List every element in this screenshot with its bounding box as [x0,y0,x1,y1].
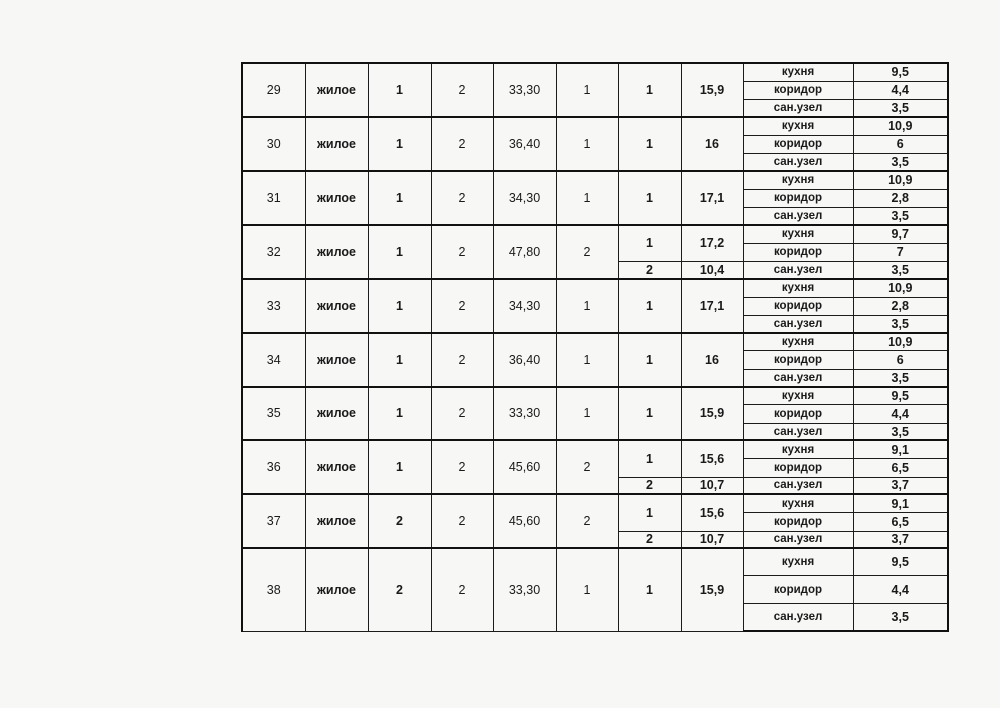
aux-room-name-cell: сан.узел [743,423,853,440]
apartment-type-cell: жилое [305,171,368,225]
aux-room-area-cell: 2,8 [853,189,948,207]
apartment-number-cell: 30 [242,117,305,171]
apartment-type-cell: жилое [305,225,368,279]
aux-room-area-cell: 2,8 [853,297,948,315]
rooms-count-cell: 1 [556,279,618,333]
aux-room-name-cell: сан.узел [743,315,853,332]
aux-room-area-cell: 3,5 [853,315,948,332]
total-area-cell: 47,80 [493,225,556,279]
apartments-table [241,62,949,632]
total-area-cell: 33,30 [493,548,556,631]
table-row [242,548,948,575]
table-row [242,387,948,405]
total-area-cell: 36,40 [493,333,556,387]
room-number-cell: 1 [618,225,681,262]
aux-room-area-cell: 9,1 [853,440,948,458]
room-number-cell: 1 [618,117,681,171]
table-row [242,333,948,351]
room-area-cell: 15,9 [681,387,743,441]
aux-room-area-cell: 9,5 [853,387,948,405]
aux-room-area-cell: 3,5 [853,154,948,171]
aux-room-area-cell: 6 [853,135,948,153]
column-4-cell: 2 [431,279,493,333]
apartment-number-cell: 38 [242,548,305,631]
aux-room-name-cell: коридор [743,576,853,603]
apartment-type-cell: жилое [305,333,368,387]
room-area-cell: 15,6 [681,494,743,531]
rooms-count-cell: 1 [556,548,618,631]
column-3-cell: 1 [368,279,431,333]
total-area-cell: 45,60 [493,494,556,548]
aux-room-area-cell: 7 [853,243,948,261]
column-3-cell: 1 [368,387,431,441]
apartment-number-cell: 29 [242,63,305,117]
room-area-cell: 16 [681,333,743,387]
aux-room-area-cell: 3,7 [853,477,948,494]
aux-room-name-cell: сан.узел [743,369,853,386]
column-4-cell: 2 [431,440,493,494]
room-area-cell: 15,9 [681,63,743,117]
apartment-type-cell: жилое [305,548,368,631]
aux-room-name-cell: коридор [743,351,853,369]
room-area-cell: 16 [681,117,743,171]
aux-room-name-cell: сан.узел [743,207,853,224]
total-area-cell: 33,30 [493,387,556,441]
rooms-count-cell: 2 [556,225,618,279]
apartment-number-cell: 32 [242,225,305,279]
aux-room-area-cell: 4,4 [853,81,948,99]
column-3-cell: 2 [368,548,431,631]
room-number-cell: 1 [618,279,681,333]
aux-room-area-cell: 3,5 [853,423,948,440]
aux-room-area-cell: 3,5 [853,207,948,224]
aux-room-name-cell: сан.узел [743,261,853,278]
total-area-cell: 45,60 [493,440,556,494]
room-number-cell: 2 [618,477,681,494]
aux-room-name-cell: коридор [743,243,853,261]
aux-room-name-cell: сан.узел [743,531,853,548]
aux-room-area-cell: 9,5 [853,548,948,575]
aux-room-name-cell: коридор [743,135,853,153]
rooms-count-cell: 1 [556,171,618,225]
aux-room-name-cell: коридор [743,459,853,477]
column-4-cell: 2 [431,333,493,387]
column-3-cell: 1 [368,440,431,494]
apartment-type-cell: жилое [305,63,368,117]
rooms-count-cell: 1 [556,333,618,387]
room-area-cell: 17,1 [681,279,743,333]
aux-room-area-cell: 3,7 [853,531,948,548]
apartment-number-cell: 37 [242,494,305,548]
column-3-cell: 1 [368,117,431,171]
aux-room-area-cell: 3,5 [853,369,948,386]
apartment-number-cell: 35 [242,387,305,441]
room-area-cell: 17,2 [681,225,743,262]
rooms-count-cell: 1 [556,387,618,441]
table-row [242,494,948,512]
aux-room-area-cell: 10,9 [853,171,948,189]
room-area-cell: 17,1 [681,171,743,225]
column-4-cell: 2 [431,171,493,225]
aux-room-area-cell: 3,5 [853,261,948,278]
aux-room-name-cell: кухня [743,117,853,135]
aux-room-area-cell: 3,5 [853,100,948,117]
column-3-cell: 1 [368,63,431,117]
apartment-type-cell: жилое [305,279,368,333]
aux-room-area-cell: 6,5 [853,459,948,477]
room-number-cell: 1 [618,440,681,477]
room-number-cell: 1 [618,387,681,441]
table-row [242,440,948,458]
total-area-cell: 34,30 [493,279,556,333]
aux-room-name-cell: кухня [743,279,853,297]
table-row [242,63,948,81]
aux-room-area-cell: 6,5 [853,513,948,531]
room-number-cell: 1 [618,333,681,387]
rooms-count-cell: 1 [556,117,618,171]
aux-room-name-cell: кухня [743,333,853,351]
aux-room-area-cell: 4,4 [853,405,948,423]
aux-room-area-cell: 10,9 [853,279,948,297]
aux-room-name-cell: кухня [743,548,853,575]
column-4-cell: 2 [431,494,493,548]
room-number-cell: 1 [618,494,681,531]
aux-room-name-cell: кухня [743,387,853,405]
total-area-cell: 34,30 [493,171,556,225]
table-row [242,117,948,135]
aux-room-area-cell: 9,1 [853,494,948,512]
aux-room-area-cell: 10,9 [853,333,948,351]
aux-room-name-cell: кухня [743,63,853,81]
aux-room-area-cell: 10,9 [853,117,948,135]
aux-room-name-cell: кухня [743,494,853,512]
aux-room-area-cell: 4,4 [853,576,948,603]
column-4-cell: 2 [431,548,493,631]
table-row [242,225,948,243]
room-area-cell: 10,4 [681,261,743,278]
apartment-number-cell: 31 [242,171,305,225]
room-number-cell: 1 [618,171,681,225]
aux-room-name-cell: коридор [743,81,853,99]
room-number-cell: 2 [618,531,681,548]
aux-room-name-cell: кухня [743,225,853,243]
column-3-cell: 2 [368,494,431,548]
apartment-number-cell: 36 [242,440,305,494]
aux-room-area-cell: 6 [853,351,948,369]
column-4-cell: 2 [431,387,493,441]
room-area-cell: 15,6 [681,440,743,477]
aux-room-name-cell: кухня [743,171,853,189]
room-area-cell: 15,9 [681,548,743,631]
apartment-type-cell: жилое [305,117,368,171]
aux-room-name-cell: сан.узел [743,154,853,171]
column-4-cell: 2 [431,225,493,279]
rooms-count-cell: 1 [556,63,618,117]
column-4-cell: 2 [431,117,493,171]
aux-room-name-cell: сан.узел [743,477,853,494]
aux-room-name-cell: коридор [743,513,853,531]
aux-room-area-cell: 9,5 [853,63,948,81]
total-area-cell: 33,30 [493,63,556,117]
column-4-cell: 2 [431,63,493,117]
column-3-cell: 1 [368,333,431,387]
column-3-cell: 1 [368,171,431,225]
aux-room-name-cell: сан.узел [743,100,853,117]
aux-room-name-cell: коридор [743,189,853,207]
apartment-number-cell: 34 [242,333,305,387]
table-row [242,279,948,297]
total-area-cell: 36,40 [493,117,556,171]
aux-room-name-cell: кухня [743,440,853,458]
column-3-cell: 1 [368,225,431,279]
apartment-type-cell: жилое [305,440,368,494]
room-number-cell: 1 [618,63,681,117]
apartment-type-cell: жилое [305,387,368,441]
rooms-count-cell: 2 [556,440,618,494]
room-area-cell: 10,7 [681,477,743,494]
room-number-cell: 1 [618,548,681,631]
rooms-count-cell: 2 [556,494,618,548]
room-area-cell: 10,7 [681,531,743,548]
aux-room-name-cell: коридор [743,405,853,423]
table-row [242,171,948,189]
apartment-type-cell: жилое [305,494,368,548]
aux-room-name-cell: коридор [743,297,853,315]
room-number-cell: 2 [618,261,681,278]
aux-room-area-cell: 3,5 [853,603,948,631]
apartment-number-cell: 33 [242,279,305,333]
aux-room-area-cell: 9,7 [853,225,948,243]
aux-room-name-cell: сан.узел [743,603,853,631]
